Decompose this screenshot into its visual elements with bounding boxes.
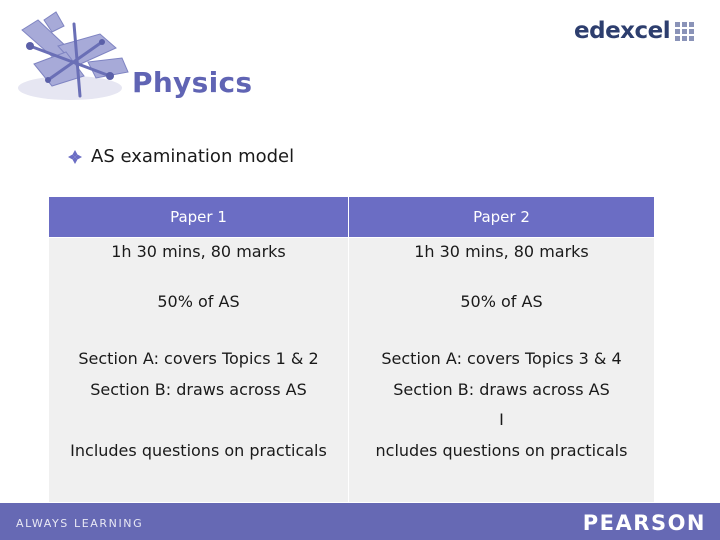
- cell-line: Section B: draws across AS: [90, 379, 307, 399]
- edexcel-grid-icon: [675, 22, 694, 41]
- cell-line: I: [499, 410, 504, 429]
- cell-line: ncludes questions on practicals: [375, 440, 628, 460]
- cell-line: Section B: draws across AS: [393, 379, 610, 399]
- cell-line: [49, 405, 348, 436]
- content-paper-2: [349, 330, 655, 502]
- cell-line: Includes questions on practicals: [70, 440, 327, 460]
- slide-title: Physics: [132, 66, 253, 99]
- footer-tagline: ALWAYS LEARNING: [16, 517, 144, 530]
- header-paper-2: Paper 2: [349, 197, 655, 238]
- cell-line: Section A: covers Topics 3 & 4: [381, 349, 622, 368]
- weighting-paper-1: 50% of AS: [49, 272, 349, 330]
- diamond-bullet-icon: [68, 150, 82, 164]
- brand-name: edexcel: [574, 18, 671, 44]
- table-row: [49, 238, 655, 273]
- bullet-point: [68, 146, 294, 167]
- table-row: [49, 272, 655, 330]
- exam-model-table: [48, 196, 655, 502]
- table-row: [49, 330, 655, 502]
- pearson-logo: PEARSON: [582, 511, 706, 535]
- physics-illustration-icon: [4, 6, 144, 110]
- header-paper-1: Paper 1: [49, 197, 349, 238]
- weighting-paper-2: 50% of AS: [349, 272, 655, 330]
- content-paper-1: [49, 330, 349, 502]
- footer-bar: [0, 503, 720, 540]
- cell-line: Section A: covers Topics 1 & 2: [78, 349, 319, 368]
- bullet-text: AS examination model: [91, 146, 295, 167]
- edexcel-logo: [574, 16, 694, 46]
- duration-paper-2: 1h 30 mins, 80 marks: [349, 238, 655, 273]
- duration-paper-1: 1h 30 mins, 80 marks: [49, 238, 349, 273]
